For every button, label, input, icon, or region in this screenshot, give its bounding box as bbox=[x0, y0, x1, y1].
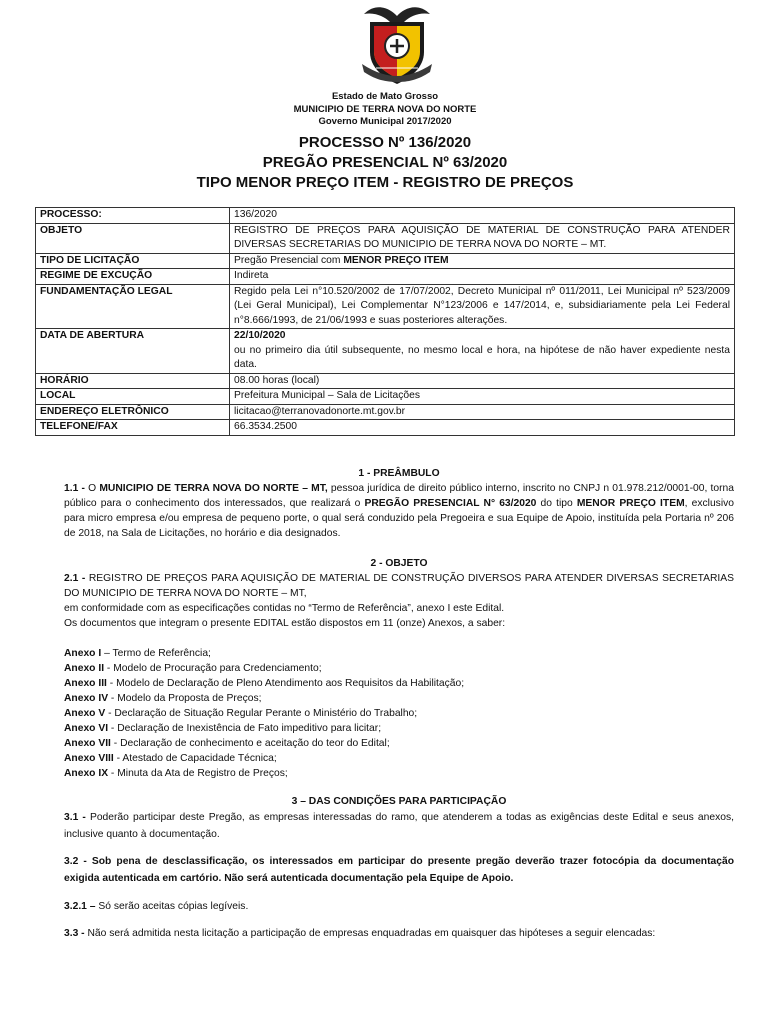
clause-number: 3.1 - bbox=[64, 812, 86, 823]
list-item bbox=[64, 646, 734, 661]
tipo-value-bold: MENOR PREÇO ITEM bbox=[343, 254, 449, 266]
annex-text: - Declaração de conhecimento e aceitação do teor do Edital; bbox=[110, 738, 390, 749]
data-abertura-value bbox=[230, 329, 735, 374]
annex-text: - Modelo de Declaração de Pleno Atendimento aos Requisitos da Habilitação; bbox=[106, 678, 465, 689]
list-item bbox=[64, 721, 734, 736]
title-pregao: PREGÃO PRESENCIAL Nº 63/2020 bbox=[262, 154, 508, 171]
tipo-value-text: Pregão Presencial com bbox=[234, 254, 344, 266]
text-run: Só serão aceitas cópias legíveis. bbox=[95, 901, 249, 912]
clause-number: 3.3 - bbox=[64, 928, 85, 939]
table-row bbox=[36, 389, 735, 405]
header-state: Estado de Mato Grosso bbox=[331, 91, 439, 102]
tipo-key: TIPO DE LICITAÇÃO bbox=[36, 253, 230, 269]
title-processo: PROCESSO Nº 136/2020 bbox=[298, 134, 472, 151]
annex-label: Anexo IX bbox=[64, 768, 109, 779]
section-title: 3 – DAS CONDIÇÕES PARA PARTICIPAÇÃO bbox=[291, 796, 507, 807]
municipal-seal bbox=[356, 2, 438, 88]
text-run: Não será admitida nesta licitação a participação de empresas enquadradas em quaisquer das hipóteses a seguir elencadas: bbox=[84, 928, 656, 939]
list-item bbox=[64, 706, 734, 721]
list-item bbox=[64, 766, 734, 781]
header-government: Governo Municipal 2017/2020 bbox=[318, 116, 452, 127]
clause-number: 1.1 - bbox=[64, 483, 85, 494]
table-row bbox=[36, 269, 735, 285]
list-item bbox=[64, 751, 734, 766]
annex-label: Anexo I bbox=[64, 648, 102, 659]
paragraph bbox=[64, 809, 734, 843]
section-title: 2 - OBJETO bbox=[370, 558, 428, 569]
annex-label: Anexo VII bbox=[64, 738, 111, 749]
clause-number: 2.1 - bbox=[64, 573, 86, 584]
text-run-bold: PREGÃO PRESENCIAL N° 63/2020 bbox=[364, 498, 537, 509]
section-title: 1 - PREÂMBULO bbox=[358, 468, 440, 479]
annex-text: - Atestado de Capacidade Técnica; bbox=[113, 753, 277, 764]
email-key: ENDEREÇO ELETRÔNICO bbox=[36, 404, 230, 420]
objeto-value: REGISTRO DE PREÇOS PARA AQUISIÇÃO DE MATERIAL DE CONSTRUÇÃO PARA ATENDER DIVERSAS SECRETARIAS DO MUNICIPIO DE TERRA NOVA DO NORTE – MT. bbox=[230, 223, 735, 253]
text-run: pessoa jurídica de direito público interno, inscrito no CNPJ n 01.978.212/0001-00, torna público para o conhecimento dos interessados, que realizará o bbox=[64, 483, 734, 509]
clause-number: 3.2.1 – bbox=[64, 901, 96, 912]
table-row bbox=[36, 373, 735, 389]
data-abertura-date: 22/10/2020 bbox=[234, 330, 286, 341]
paragraph: 3.2 - Sob pena de desclassificação, os interessados em participar do presente pregão deverão trazer fotocópia da documentação exigida autenticada em cartório. Não será autenticada documentação pela Equipe de Apoio. bbox=[64, 856, 734, 884]
local-value: Prefeitura Municipal – Sala de Licitações bbox=[230, 389, 735, 405]
telefone-value: 66.3534.2500 bbox=[230, 420, 735, 436]
section-objeto bbox=[64, 556, 734, 631]
data-abertura-note: ou no primeiro dia útil subsequente, no mesmo local e hora, na hipótese de não haver expediente nesta data. bbox=[234, 344, 730, 370]
paragraph: Os documentos que integram o presente EDITAL estão dispostos em 11 (onze) Anexos, a saber: bbox=[64, 618, 506, 629]
list-item bbox=[64, 676, 734, 691]
processo-value: 136/2020 bbox=[230, 208, 735, 224]
annex-label: Anexo V bbox=[64, 708, 106, 719]
text-run-bold: MUNICIPIO DE TERRA NOVA DO NORTE – MT, bbox=[99, 483, 328, 494]
annex-label: Anexo VI bbox=[64, 723, 109, 734]
title-tipo: TIPO MENOR PREÇO ITEM - REGISTRO DE PREÇOS bbox=[196, 174, 574, 191]
annex-text: - Modelo de Procuração para Credenciamento; bbox=[104, 663, 322, 674]
list-item bbox=[64, 736, 734, 751]
annex-text: - Declaração de Inexistência de Fato impeditivo para licitar; bbox=[108, 723, 382, 734]
paragraph bbox=[64, 899, 734, 914]
text-run: Poderão participar deste Pregão, as empresas interessadas do ramo, que atenderem a todas as exigências deste Edital e seus anexos, inclusive quanto à documentação. bbox=[64, 812, 734, 840]
text-run: do tipo bbox=[536, 498, 577, 509]
annex-text: - Modelo da Proposta de Preços; bbox=[108, 693, 262, 704]
annex-text: – Termo de Referência; bbox=[101, 648, 211, 659]
local-key: LOCAL bbox=[36, 389, 230, 405]
table-row bbox=[36, 329, 735, 374]
paragraph bbox=[64, 481, 734, 541]
section-condicoes bbox=[64, 794, 734, 941]
text-run: , exclusivo para micro empresa e/ou empresa de pequeno porte, o qual será conduzido pela Pregoeira e sua Equipe de Apoio, instituída pela Portaria nº 206 de 2018, na Sala de Licitações, no horário e dia designados. bbox=[64, 498, 734, 539]
annex-text: - Declaração de Situação Regular Perante o Ministério do Trabalho; bbox=[105, 708, 418, 719]
horario-value: 08.00 horas (local) bbox=[230, 373, 735, 389]
list-item bbox=[64, 691, 734, 706]
paragraph bbox=[64, 571, 734, 601]
table-row bbox=[36, 284, 735, 329]
table-row bbox=[36, 420, 735, 436]
text-run: REGISTRO DE PREÇOS PARA AQUISIÇÃO DE MATERIAL DE CONSTRUÇÃO DIVERSOS PARA ATENDER DIVERSAS SECRETARIAS DO MUNICIPIO DE TERRA NOVA DO NORTE – MT, bbox=[64, 573, 735, 599]
annex-label: Anexo VIII bbox=[64, 753, 114, 764]
table-row bbox=[36, 223, 735, 253]
fundamentacao-key: FUNDAMENTAÇÃO LEGAL bbox=[36, 284, 230, 329]
annex-list bbox=[64, 646, 734, 781]
regime-value: Indireta bbox=[230, 269, 735, 285]
telefone-key: TELEFONE/FAX bbox=[36, 420, 230, 436]
paragraph: em conformidade com as especificações contidas no “Termo de Referência”, anexo I este Edital. bbox=[64, 603, 505, 614]
document-titles bbox=[0, 133, 770, 193]
processo-key: PROCESSO: bbox=[36, 208, 230, 224]
paragraph bbox=[64, 926, 734, 941]
text-run-bold: MENOR PREÇO ITEM bbox=[576, 498, 685, 509]
header-municipality: MUNICIPIO DE TERRA NOVA DO NORTE bbox=[293, 103, 477, 115]
annex-label: Anexo II bbox=[64, 663, 105, 674]
list-item bbox=[64, 661, 734, 676]
table-row bbox=[36, 253, 735, 269]
data-abertura-key: DATA DE ABERTURA bbox=[36, 329, 230, 374]
tipo-value bbox=[230, 253, 735, 269]
section-preambulo bbox=[64, 466, 734, 541]
annex-label: Anexo III bbox=[64, 678, 107, 689]
text-run: O bbox=[84, 483, 100, 494]
email-value: licitacao@terranovadonorte.mt.gov.br bbox=[230, 404, 735, 420]
header-block bbox=[0, 91, 770, 129]
horario-key: HORÁRIO bbox=[36, 373, 230, 389]
annex-text: - Minuta da Ata de Registro de Preços; bbox=[108, 768, 288, 779]
table-row bbox=[36, 404, 735, 420]
table-row bbox=[36, 208, 735, 224]
annex-label: Anexo IV bbox=[64, 693, 109, 704]
objeto-key: OBJETO bbox=[36, 223, 230, 253]
fundamentacao-value: Regido pela Lei n°10.520/2002 de 17/07/2002, Decreto Municipal nº 011/2011, Lei Municipal nº 523/2009 (Lei Geral Municipal), Lei Complementar N°123/2006 e 147/2014, e, subsidiariamente pela Lei Federal n°8.666/1993, de 21/06/1993 e suas posteriores alterações. bbox=[230, 284, 735, 329]
regime-key: REGIME DE EXCUÇÃO bbox=[36, 269, 230, 285]
info-table bbox=[35, 207, 735, 436]
